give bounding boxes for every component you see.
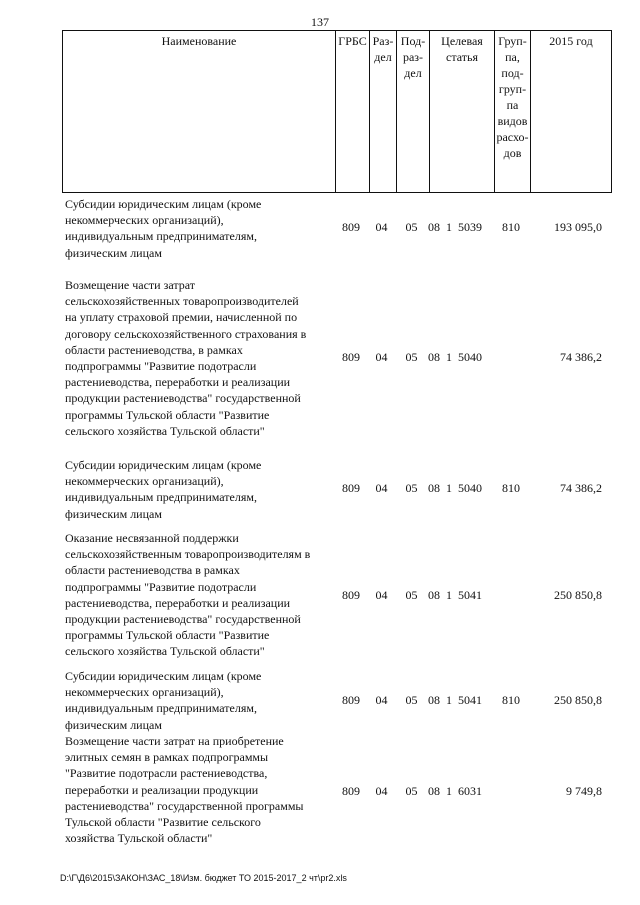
row-target: 08 1 5040 (428, 481, 482, 495)
file-path-footer: D:\Г\Д6\2015\ЗАКОН\ЗАС_18\Изм. бюджет ТО 2015-2017_2 чт\pr2.xls (60, 873, 347, 883)
row-target: 08 1 5041 (428, 588, 482, 602)
row-name: Возмещение части затрат сельскохозяйственных товаропроизводителей на уплату страховой премии, начисленной по договору сельскохозяйственного страхования в области растениеводства, в рамках подпрограммы "Развитие подотрасли растениеводства, переработки и реализации продукции растениеводства" государственной программы Тульской области "Развитие сельского хозяйства Тульской области" (65, 278, 307, 438)
row-group: 810 (502, 220, 520, 234)
row-razdel: 04 (375, 350, 388, 364)
row-amount: 193 095,0 (554, 220, 602, 234)
row-podrazdel: 05 (405, 220, 418, 234)
row-razdel: 04 (375, 220, 388, 234)
row-target: 08 1 5039 (428, 220, 482, 234)
row-grbs: 809 (342, 350, 360, 364)
row-amount: 250 850,8 (554, 588, 602, 602)
page-number: 137 (311, 15, 329, 29)
row-name: Субсидии юридическим лицам (кроме некоммерческих организаций), индивидуальным предпринимателям, физическим лицам (65, 669, 262, 732)
header-razdel: Раз- дел (369, 31, 396, 192)
row-razdel: 04 (375, 784, 388, 798)
row-target: 08 1 6031 (428, 784, 482, 798)
header-grbs: ГРБС (335, 31, 369, 192)
row-target: 08 1 5041 (428, 693, 482, 707)
header-target: Целевая статья (429, 31, 494, 192)
header-podrazdel: Под- раз- дел (396, 31, 429, 192)
row-razdel: 04 (375, 588, 388, 602)
row-name: Субсидии юридическим лицам (кроме некоммерческих организаций), индивидуальным предпринимателям, физическим лицам (65, 458, 262, 521)
row-razdel: 04 (375, 693, 388, 707)
header-name: Наименование (161, 34, 237, 48)
row-amount: 250 850,8 (554, 693, 602, 707)
row-amount: 9 749,8 (566, 784, 602, 798)
row-podrazdel: 05 (405, 481, 418, 495)
row-podrazdel: 05 (405, 784, 418, 798)
header-group: Груп- па, под- груп- па видов расхо- дов (494, 31, 530, 192)
row-amount: 74 386,2 (560, 481, 602, 495)
row-grbs: 809 (342, 693, 360, 707)
header-year: 2015 год (530, 31, 611, 192)
row-amount: 74 386,2 (560, 350, 602, 364)
row-grbs: 809 (342, 588, 360, 602)
row-group: 810 (502, 481, 520, 495)
row-grbs: 809 (342, 481, 360, 495)
row-podrazdel: 05 (405, 588, 418, 602)
row-razdel: 04 (375, 481, 388, 495)
row-name: Оказание несвязанной поддержки сельскохозяйственным товаропроизводителям в области растениеводства в рамках подпрограммы "Развитие подотрасли растениеводства, переработки и реализации продукции растениеводства" государственной программы Тульской области "Развитие сельского хозяйства Тульской области" (65, 531, 311, 659)
row-name: Субсидии юридическим лицам (кроме некоммерческих организаций), индивидуальным предпринимателям, физическим лицам (65, 197, 262, 260)
row-podrazdel: 05 (405, 693, 418, 707)
row-podrazdel: 05 (405, 350, 418, 364)
row-target: 08 1 5040 (428, 350, 482, 364)
row-grbs: 809 (342, 784, 360, 798)
table-header (62, 30, 612, 193)
row-group: 810 (502, 693, 520, 707)
row-grbs: 809 (342, 220, 360, 234)
row-name: Возмещение части затрат на приобретение элитных семян в рамках подпрограммы "Развитие подотрасли растениеводства, переработки и реализации продукции растениеводства" государственной программы Тульской области "Развитие сельского хозяйства Тульской области" (65, 734, 304, 846)
